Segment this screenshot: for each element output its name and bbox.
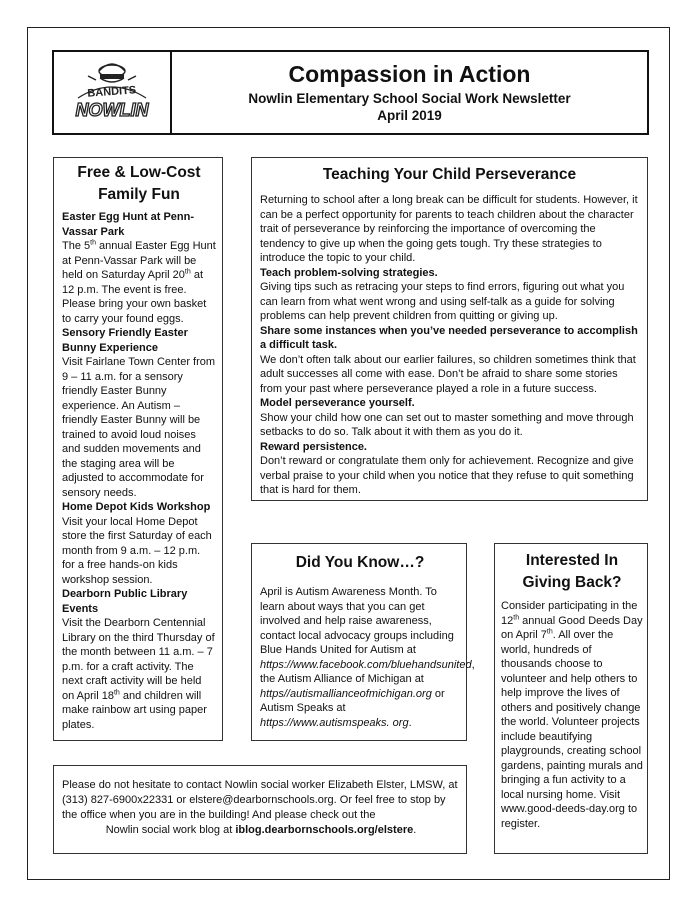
bandits-mascot-logo-icon: [60, 58, 164, 128]
perseverance-heading: Teaching Your Child Perseverance: [322, 166, 577, 183]
autism-alliance-link[interactable]: https//autismallianceofmichigan.org: [260, 687, 432, 700]
event-heading: Easter Egg Hunt at Penn-Vassar Park: [62, 211, 195, 238]
title-box: [172, 52, 647, 133]
did-you-know-body: April is Autism Awareness Month. To learn about ways that you can get involved and help raise awareness, contact local advocacy groups including Blue Hands United for Autism at https://www.facebook.com/bluehandsunited, the Autism Alliance of Michigan at https//autismallianceofmichigan.org or Autism Speaks at https://www.autismspeaks. org.: [260, 586, 475, 729]
logo-text-top: BANDITS: [86, 83, 137, 100]
event-body: Visit the Dearborn Centennial Library on the third Thursday of the month between 11 a.m. – 7 p.m. for a craft activity. The next craft activity will be held on April 18th and children will make rainbow art using paper plates.: [62, 617, 215, 731]
blog-link[interactable]: iblog.dearbornschools.org/elstere: [235, 824, 414, 836]
facebook-link[interactable]: https://www.facebook.com/bluehandsunited: [260, 658, 472, 671]
tip-heading: Reward persistence.: [260, 440, 367, 453]
tip-heading: Teach problem-solving strategies.: [260, 266, 438, 279]
newsletter-subtitle: Nowlin Elementary School Social Work Newsletter: [248, 91, 571, 106]
event-heading: Dearborn Public Library Events: [62, 588, 188, 615]
event-body: The 5th annual Easter Egg Hunt at Penn-Vassar Park will be held on Saturday April 20th at 12 p.m. The event is free. Please bring your own basket to carry your found eggs.: [62, 239, 216, 325]
event-body: Visit your local Home Depot store the first Saturday of each month from 9 a.m. – 12 p.m. for a free hands-on kids workshop session.: [62, 515, 212, 586]
tip-body: We don’t often talk about our earlier failures, so children sometimes think that adult successes all come with ease. Don’t be afraid to share some stories from your past where perseverance played a role in a future success.: [260, 353, 636, 395]
blog-line: Nowlin social work blog at iblog.dearbornschools.org/elstere.: [105, 824, 417, 836]
autism-speaks-link[interactable]: https://www.autismspeaks. org: [260, 716, 409, 729]
family-fun-heading: Free & Low-Cost Family Fun: [77, 164, 201, 203]
perseverance-intro: Returning to school after a long break can be difficult for students. However, it can be a perfect opportunity for parents to teach children about the character trait of perseverance by reinforcing the importance of overcoming the tendency to give up when the going gets tough. Try these strategies to introduce the topic to your child.: [260, 194, 638, 264]
giving-back-body: Consider participating in the 12th annual Good Deeds Day on April 7th. All over the world, hundreds of thousands choose to volunteer and help others to help improve the lives of others and positively change the world. Volunteer projects include beautifying playgrounds, creating school gardens, painting murals and bringing a fun activity to a local nursing home. Visit www.good-deeds-day.org to register.: [501, 600, 643, 830]
tip-heading: Share some instances when you’ve needed perseverance to accomplish a difficult task.: [260, 324, 638, 351]
tip-body: Show your child how one can set out to master something and move through setbacks to do so. Talk about it with them as you do it.: [260, 411, 634, 438]
giving-back-box: [494, 543, 648, 854]
tip-heading: Model perseverance yourself.: [260, 397, 415, 409]
family-fun-box: [53, 157, 223, 741]
event-heading: Home Depot Kids Workshop: [62, 501, 211, 513]
tip-body: Giving tips such as retracing your steps to find errors, figuring out what you can learn from what went wrong and using self-talk as a guide for solving problems can help prevent children from quitting or giving up.: [260, 281, 625, 322]
logo-text-bottom: NOWLIN: [75, 99, 149, 120]
did-you-know-box: [251, 543, 475, 741]
masthead: [52, 50, 649, 135]
giving-back-heading: Interested In Giving Back?: [522, 552, 622, 591]
contact-text: Please do not hesitate to contact Nowlin social worker Elizabeth Elster, LMSW, at (313) 827-6900x22331 or elstere@dearbornschools.org. Or feel free to stop by the office when you are in the building! And please check out the: [62, 779, 458, 821]
perseverance-box: [251, 157, 648, 501]
did-you-know-heading: Did You Know…?: [295, 554, 425, 571]
logo-box: [54, 52, 172, 133]
event-heading: Sensory Friendly Easter Bunny Experience: [62, 327, 188, 354]
newsletter-date: April 2019: [377, 108, 442, 123]
newsletter-title: Compassion in Action: [288, 61, 531, 87]
contact-box: [53, 765, 467, 854]
tip-body: Don’t reward or congratulate them only for achievement. Recognize and give verbal praise to your child when you notice that they refuse to quit something that is hard for them.: [260, 455, 634, 496]
event-body: Visit Fairlane Town Center from 9 – 11 a.m. for a sensory friendly Easter Bunny experience. An Autism – friendly Easter Bunny will be trained to avoid loud noises and sudden movements and the staging area will be adjusted to accommodate for sensory needs.: [62, 356, 216, 499]
